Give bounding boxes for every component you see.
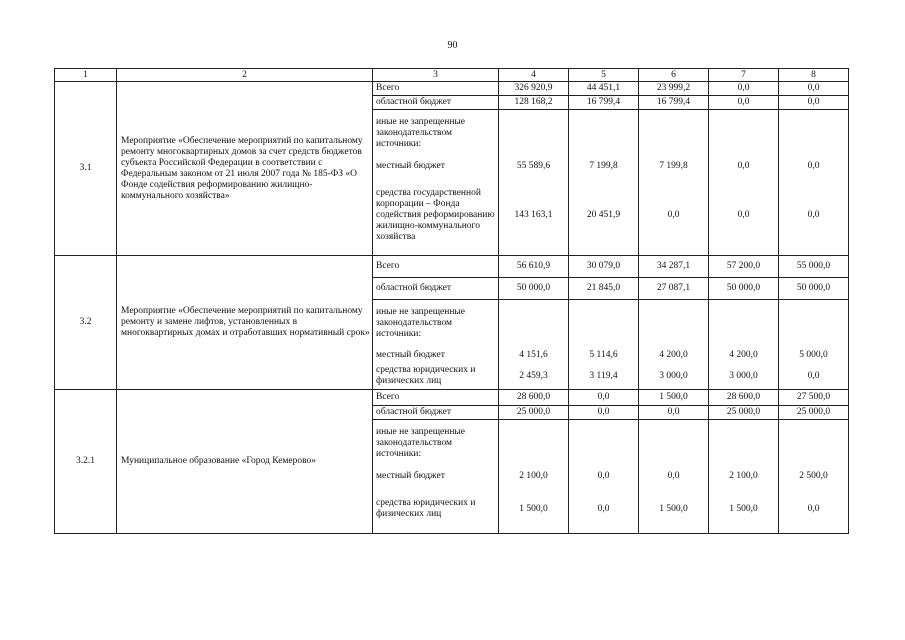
value-cell: 5 114,6: [569, 348, 639, 364]
value-cell: 326 920,9: [499, 82, 569, 96]
header-cell: 4: [499, 69, 569, 82]
header-cell: 8: [779, 69, 849, 82]
value-cell: [709, 300, 779, 348]
value-cell: 3 000,0: [709, 364, 779, 390]
value-cell: [499, 420, 569, 468]
value-cell: [639, 300, 709, 348]
value-cell: 0,0: [639, 468, 709, 486]
section-title: Муниципальное образование «Город Кемерово»: [117, 390, 373, 534]
value-cell: 30 079,0: [569, 256, 639, 278]
value-cell: 5 000,0: [779, 348, 849, 364]
value-cell: 3 000,0: [639, 364, 709, 390]
value-cell: [499, 300, 569, 348]
funding-source-label: иные не запрещенные законодательством источники:: [373, 420, 499, 468]
value-cell: 16 799,4: [639, 96, 709, 110]
value-cell: 0,0: [569, 468, 639, 486]
header-cell: 7: [709, 69, 779, 82]
value-cell: 2 500,0: [779, 468, 849, 486]
header-row: [55, 69, 849, 82]
value-cell: 50 000,0: [779, 278, 849, 300]
section-number: 3.2: [55, 256, 117, 390]
value-cell: [569, 110, 639, 158]
table-row: [55, 82, 849, 96]
value-cell: 44 451,1: [569, 82, 639, 96]
funding-source-label: иные не запрещенные законодательством источники:: [373, 300, 499, 348]
header-cell: 3: [373, 69, 499, 82]
value-cell: [569, 420, 639, 468]
value-cell: 0,0: [779, 486, 849, 534]
value-cell: 4 200,0: [709, 348, 779, 364]
value-cell: 0,0: [709, 82, 779, 96]
funding-source-label: местный бюджет: [373, 468, 499, 486]
value-cell: 28 600,0: [709, 390, 779, 406]
value-cell: 55 000,0: [779, 256, 849, 278]
funding-source-label: областной бюджет: [373, 278, 499, 300]
value-cell: 25 000,0: [779, 406, 849, 420]
value-cell: 4 151,6: [499, 348, 569, 364]
value-cell: 28 600,0: [499, 390, 569, 406]
value-cell: 16 799,4: [569, 96, 639, 110]
value-cell: [779, 300, 849, 348]
value-cell: 20 451,9: [569, 176, 639, 256]
value-cell: 0,0: [779, 158, 849, 176]
value-cell: 1 500,0: [709, 486, 779, 534]
value-cell: 23 999,2: [639, 82, 709, 96]
funding-source-label: Всего: [373, 82, 499, 96]
value-cell: 3 119,4: [569, 364, 639, 390]
value-cell: 0,0: [709, 96, 779, 110]
table-row: [55, 256, 849, 278]
value-cell: [639, 420, 709, 468]
value-cell: 50 000,0: [709, 278, 779, 300]
value-cell: 2 459,3: [499, 364, 569, 390]
header-cell: 1: [55, 69, 117, 82]
section-title: Мероприятие «Обеспечение мероприятий по капитальному ремонту и замене лифтов, установленных в многоквартирных домах и отработавших нормативный срок»: [117, 256, 373, 390]
value-cell: 56 610,9: [499, 256, 569, 278]
value-cell: 1 500,0: [499, 486, 569, 534]
page-number: 90: [447, 40, 458, 51]
value-cell: 21 845,0: [569, 278, 639, 300]
value-cell: 0,0: [779, 82, 849, 96]
section-number: 3.2.1: [55, 390, 117, 534]
value-cell: 0,0: [709, 176, 779, 256]
funding-source-label: областной бюджет: [373, 406, 499, 420]
value-cell: 2 100,0: [499, 468, 569, 486]
funding-table: [54, 68, 849, 534]
value-cell: 0,0: [569, 390, 639, 406]
table-row: [55, 390, 849, 406]
section-title: Мероприятие «Обеспечение мероприятий по капитальному ремонту многоквартирных домов за счет средств бюджетов субъекта Российской Федерации в соответствии с Федеральным законом от 21 июля 2007 года № 185-ФЗ «О Фонде содействия реформированию жилищно-коммунального хозяйства»: [117, 82, 373, 256]
value-cell: [779, 110, 849, 158]
funding-source-label: средства юридических и физических лиц: [373, 486, 499, 534]
value-cell: 128 168,2: [499, 96, 569, 110]
value-cell: 0,0: [779, 96, 849, 110]
value-cell: 1 500,0: [639, 390, 709, 406]
value-cell: 143 163,1: [499, 176, 569, 256]
header-cell: 2: [117, 69, 373, 82]
header-cell: 5: [569, 69, 639, 82]
value-cell: [779, 420, 849, 468]
value-cell: 27 087,1: [639, 278, 709, 300]
value-cell: 7 199,8: [639, 158, 709, 176]
value-cell: 0,0: [569, 486, 639, 534]
section-number: 3.1: [55, 82, 117, 256]
funding-source-label: местный бюджет: [373, 348, 499, 364]
value-cell: 0,0: [779, 176, 849, 256]
value-cell: 25 000,0: [709, 406, 779, 420]
value-cell: [709, 420, 779, 468]
funding-source-label: средства государственной корпорации – Фонда содействия реформированию жилищно-коммунального хозяйства: [373, 176, 499, 256]
value-cell: 27 500,0: [779, 390, 849, 406]
value-cell: [499, 110, 569, 158]
value-cell: 7 199,8: [569, 158, 639, 176]
value-cell: 0,0: [709, 158, 779, 176]
funding-source-label: Всего: [373, 390, 499, 406]
value-cell: 55 589,6: [499, 158, 569, 176]
value-cell: 25 000,0: [499, 406, 569, 420]
value-cell: 50 000,0: [499, 278, 569, 300]
header-cell: 6: [639, 69, 709, 82]
value-cell: 1 500,0: [639, 486, 709, 534]
value-cell: 0,0: [779, 364, 849, 390]
value-cell: [709, 110, 779, 158]
value-cell: 57 200,0: [709, 256, 779, 278]
value-cell: 0,0: [639, 176, 709, 256]
funding-source-label: местный бюджет: [373, 158, 499, 176]
value-cell: 2 100,0: [709, 468, 779, 486]
value-cell: 4 200,0: [639, 348, 709, 364]
value-cell: [639, 110, 709, 158]
value-cell: 0,0: [639, 406, 709, 420]
funding-source-label: Всего: [373, 256, 499, 278]
funding-source-label: иные не запрещенные законодательством источники:: [373, 110, 499, 158]
value-cell: 0,0: [569, 406, 639, 420]
funding-source-label: средства юридических и физических лиц: [373, 364, 499, 390]
value-cell: [569, 300, 639, 348]
funding-source-label: областной бюджет: [373, 96, 499, 110]
value-cell: 34 287,1: [639, 256, 709, 278]
